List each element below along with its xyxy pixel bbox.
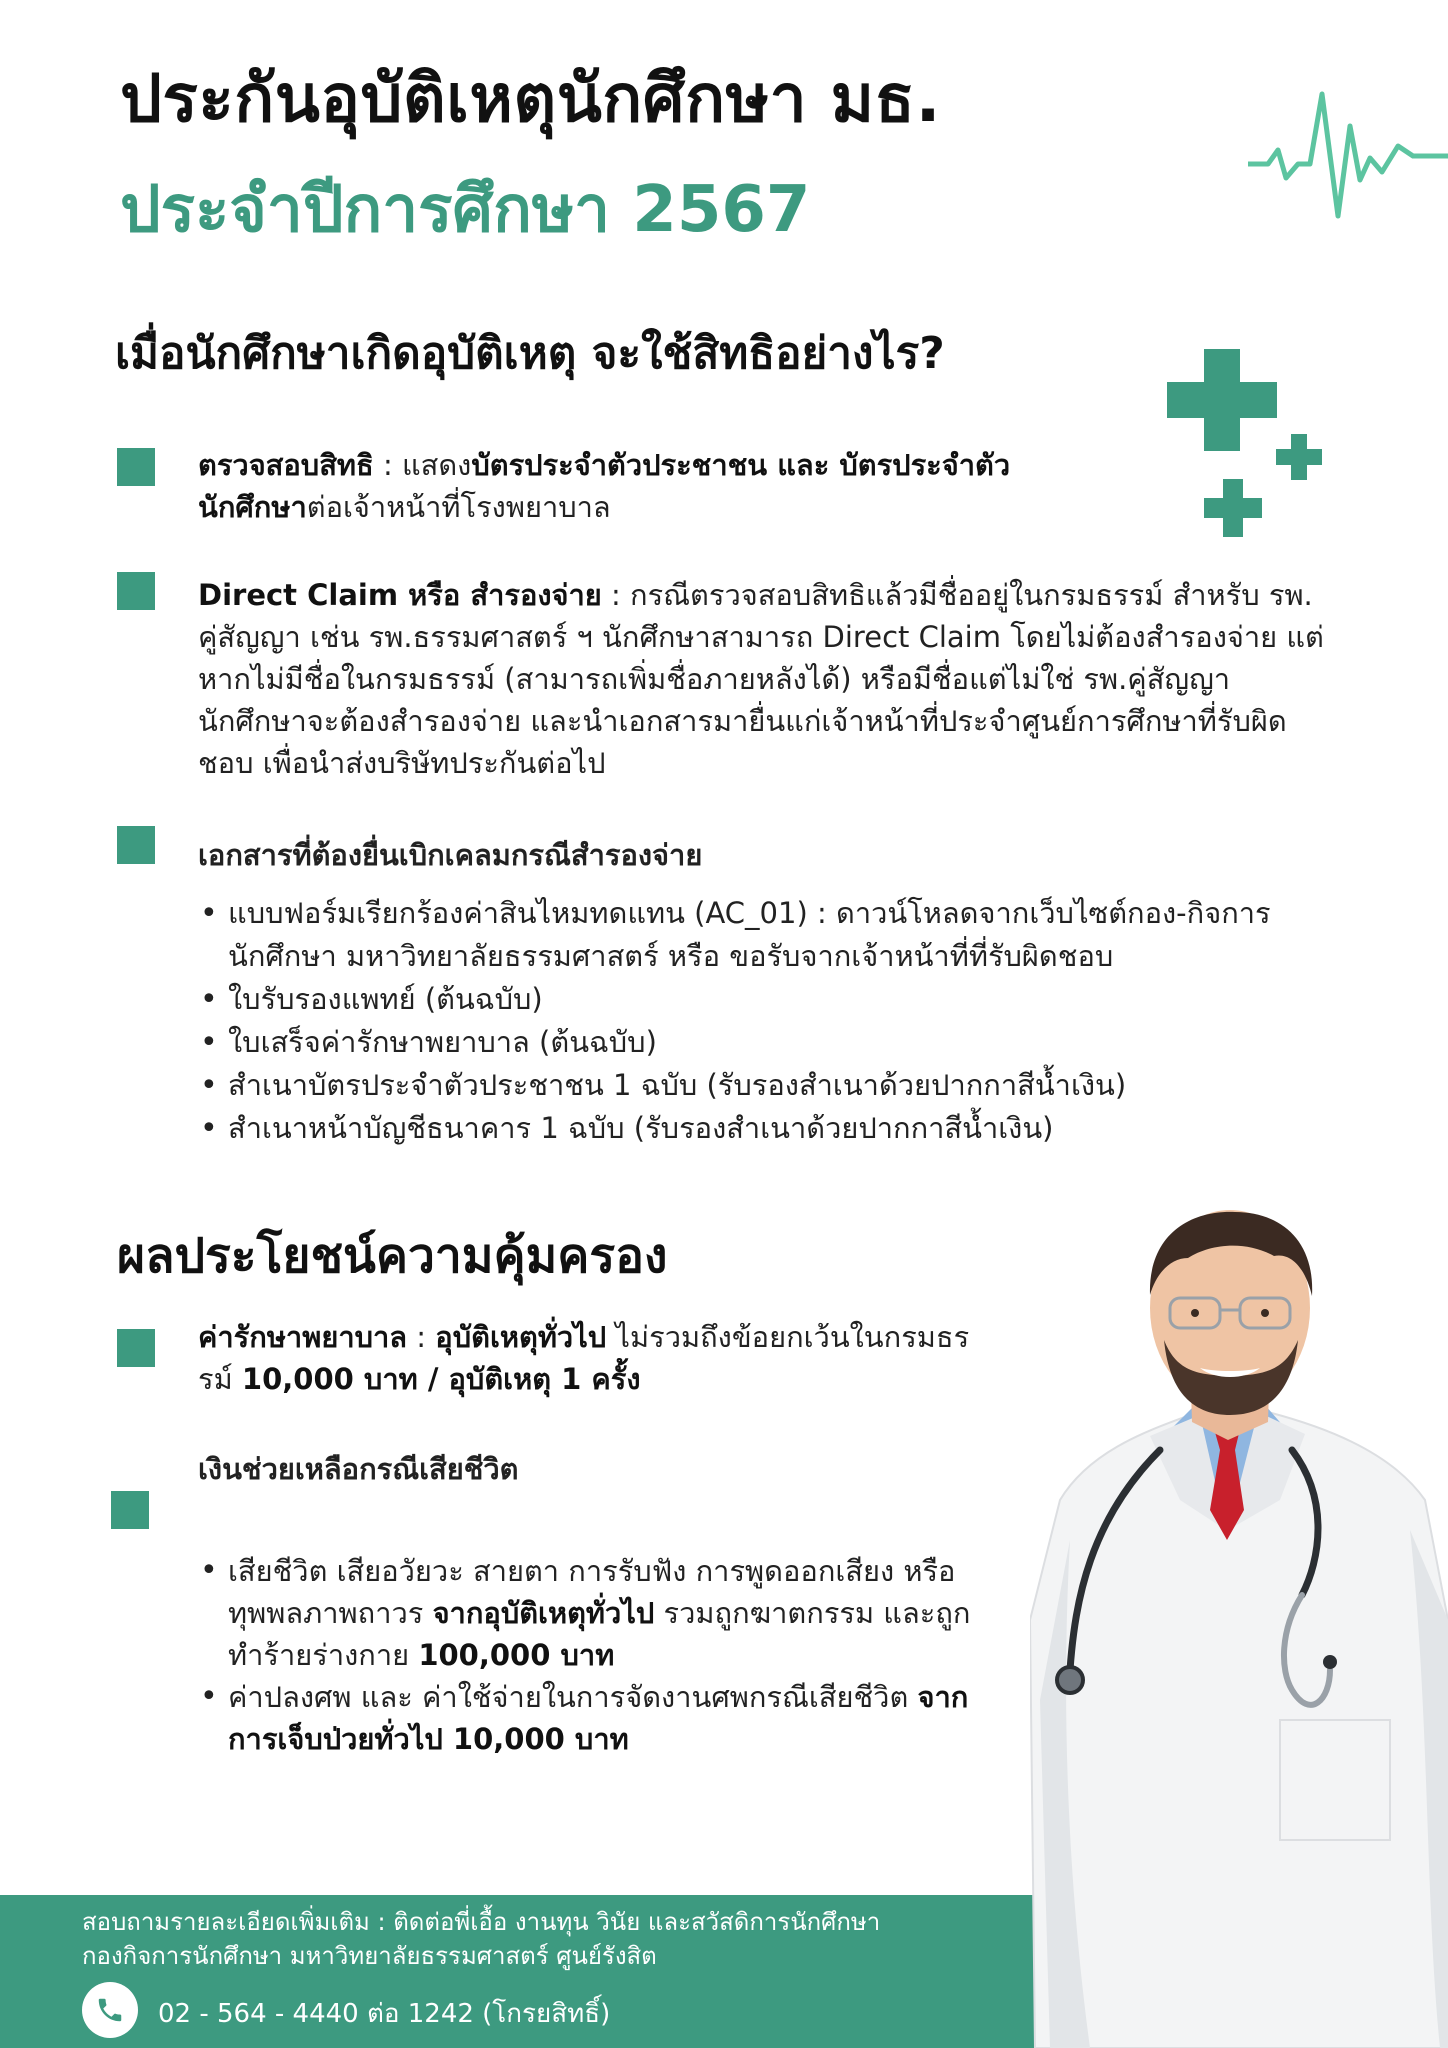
bullet-square (117, 1329, 155, 1367)
claim-heading: เมื่อนักศึกษาเกิดอุบัติเหตุ จะใช้สิทธิอย่างไร? (115, 328, 945, 379)
bullet-square (111, 1491, 149, 1529)
bullet-square (117, 448, 155, 486)
direct-claim-text: : กรณีตรวจสอบสิทธิแล้วมีชื่ออยู่ในกรมธรรม์ สำหรับ รพ. คู่สัญญา เช่น รพ.ธรรมศาสตร์ ฯ นักศึกษาสามารถ Direct Claim โดยไม่ต้องสำรองจ่าย แต่หากไม่มีชื่อในกรมธรรม์ (สามารถเพิ่มชื่อภายหลังได้) หรือมีชื่อแต่ไม่ใช่ รพ.คู่สัญญา นักศึกษาจะต้องสำรองจ่าย และนำเอกสารมายื่นแก่เจ้าหน้าที่ประจำศูนย์การศึกษาที่รับผิดชอบ เพื่อนำส่งบริษัทประกันต่อไป (198, 578, 1324, 780)
death-item1-bold: จากอุบัติเหตุทั่วไป (432, 1596, 655, 1630)
medical-amount: 10,000 บาท / อุบัติเหตุ 1 ครั้ง (241, 1362, 641, 1396)
footer-contact (82, 1905, 1032, 1973)
heartbeat-line-icon (1248, 86, 1448, 226)
list-item: • ใบรับรองแพทย์ (ต้นฉบับ) (198, 978, 1358, 1021)
check-rights-item (198, 444, 1078, 528)
death-item1-mid: รวมถูกฆาตกรรม และถูกทำร้ายร่างกาย (228, 1596, 971, 1672)
medical-benefit-item (198, 1316, 978, 1400)
medical-text: ไม่รวมถึงข้อยกเว้นในกรมธรรม์ (198, 1320, 970, 1396)
page-title: ประกันอุบัติเหตุนักศึกษา มธ. (120, 60, 942, 137)
list-item: • ใบเสร็จค่ารักษาพยาบาล (ต้นฉบับ) (198, 1021, 1358, 1064)
check-rights-text-post: ต่อเจ้าหน้าที่โรงพยาบาล (306, 490, 611, 524)
page-subtitle: ประจำปีการศึกษา 2567 (120, 173, 811, 247)
check-rights-label: ตรวจสอบสิทธิ (198, 448, 374, 482)
list-item: • แบบฟอร์มเรียกร้องค่าสินไหมทดแทน (AC_01) : ดาวน์โหลดจากเว็บไซต์กอง-กิจการนักศึกษา มหาวิทยาลัยธรรมศาสตร์ หรือ ขอรับจากเจ้าหน้าที่ที่รับผิดชอบ (198, 892, 1358, 978)
benefits-heading: ผลประโยชน์ความคุ้มครอง (117, 1228, 668, 1284)
death-benefit-label: เงินช่วยเหลือกรณีเสียชีวิต (198, 1452, 519, 1486)
footer-line-2: กองกิจการนักศึกษา มหาวิทยาลัยธรรมศาสตร์ ศูนย์รังสิต (82, 1942, 657, 1970)
direct-claim-item (198, 574, 1338, 784)
phone-icon (82, 1982, 138, 2038)
bullet-square (117, 826, 155, 864)
direct-claim-label: Direct Claim หรือ สำรองจ่าย (198, 578, 602, 612)
death-item1-pre: เสียชีวิต เสียอวัยวะ สายตา การรับฟัง การพูดออกเสียง หรือทุพพลภาพถาวร (228, 1554, 956, 1630)
documents-label: เอกสารที่ต้องยื่นเบิกเคลมกรณีสำรองจ่าย (198, 838, 703, 872)
medical-general: อุบัติเหตุทั่วไป (435, 1320, 607, 1354)
check-rights-text-pre: : แสดง (373, 448, 472, 482)
death-item1-amount: 100,000 บาท (418, 1638, 615, 1672)
death-benefit-list (198, 1550, 998, 1760)
footer-line-1: สอบถามรายละเอียดเพิ่มเติม : ติดต่อพี่เอื้อ งานทุน วินัย และสวัสดิการนักศึกษา (82, 1908, 881, 1936)
list-item (198, 1550, 998, 1676)
medical-label: ค่ารักษาพยาบาล (198, 1320, 408, 1354)
death-item2-pre: ค่าปลงศพ และ ค่าใช้จ่ายในการจัดงานศพกรณีเสียชีวิต (228, 1680, 918, 1714)
bullet-square (117, 572, 155, 610)
check-rights-cards: บัตรประจำตัวประชาชน และ บัตรประจำตัวนักศึกษา (198, 448, 1011, 524)
doctor-illustration (1030, 1200, 1448, 2048)
list-item: • สำเนาหน้าบัญชีธนาคาร 1 ฉบับ (รับรองสำเนาด้วยปากกาสีน้ำเงิน) (198, 1107, 1358, 1150)
medical-cross-icon (1166, 344, 1346, 544)
documents-list (198, 892, 1358, 1150)
medical-sep: : (407, 1320, 436, 1354)
death-item2-bold: จากการเจ็บป่วยทั่วไป 10,000 บาท (228, 1680, 969, 1756)
list-item (198, 1676, 998, 1760)
phone-number: 02 - 564 - 4440 ต่อ 1242 (โกรยสิทธิ์) (158, 1999, 611, 2029)
list-item: • สำเนาบัตรประจำตัวประชาชน 1 ฉบับ (รับรองสำเนาด้วยปากกาสีน้ำเงิน) (198, 1064, 1358, 1107)
